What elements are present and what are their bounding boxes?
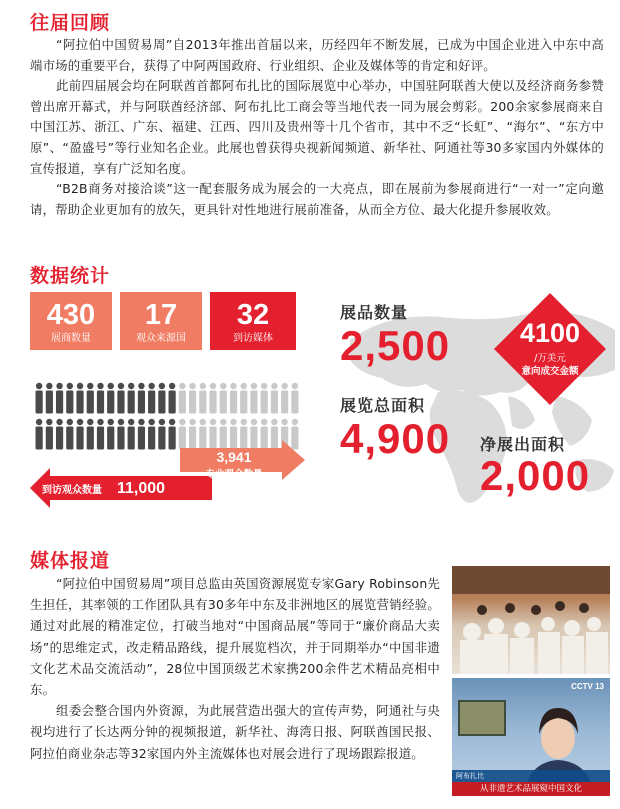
person-icon-dark [76,383,83,414]
deal-value-number: 4100 [519,318,581,348]
deal-value-badge [494,293,606,405]
person-icon-light [281,383,288,414]
total-visitors-value: 11,000 [117,480,166,497]
stat-tile-media [210,292,296,350]
media-paragraph-1: “阿拉伯中国贸易周”项目总监由英国资源展览专家Gary Robinson先生担任，其率领的工作团队具有30多年中东及非洲地区的展览营销经验。通过对此展的精准定位，打破当地对“中国商品展”等同于“廉价商品大卖场”的思维定式，改走精品路线，提升展览档次，并于同期举办“中国非遗文化艺术品交流活动”，28位中国顶级艺术家携200余件艺术精品亮相中东。 [30,576,440,698]
deal-value-label: 意向成交金额 [521,366,579,377]
stat-tile-countries-value: 17 [144,299,178,331]
stat-tile-exhibitors [30,292,112,350]
person-icon-dark [158,383,165,414]
person-icon-light [199,383,206,414]
person-icon-light [271,383,278,414]
person-icon-light [250,383,257,414]
stat-tile-countries-label: 观众来源国 [136,333,186,344]
exhibits-value: 2,500 [340,322,451,369]
person-icon-light [179,383,186,414]
person-icon-dark [97,383,104,414]
person-icon-dark [36,383,43,414]
past-review-paragraph-1: “阿拉伯中国贸易周”自2013年推出首届以来，历经四年不断发展，已成为中国企业进入中东中高端市场的重要平台，获得了中阿两国政府、行业组织、企业及媒体等的肯定和好评。 [30,37,604,73]
tv-lower-third: 阿布扎比 [456,772,484,780]
person-icon-dark [87,383,94,414]
past-review-title: 往届回顾 [30,12,111,34]
stat-tile-exhibitors-label: 展商数量 [51,333,91,344]
media-title: 媒体报道 [30,550,111,572]
stat-tile-exhibitors-value: 430 [46,299,96,331]
past-review-body [30,35,604,220]
person-icon-light [220,383,227,414]
total-visitors-label: 到访观众数量 [42,485,102,496]
net-area-value: 2,000 [480,452,591,499]
pro-visitors-value: 3,941 [216,449,252,465]
person-icon-dark [138,383,145,414]
person-icon-light [291,383,298,414]
media-paragraph-2: 组委会整合国内外资源，为此展营造出强大的宣传声势，阿通社与央视均进行了长达两分钟的视频报道，新华社、海湾日报、阿联酋国民报、阿拉伯商业杂志等32家国内外主流媒体也对展会进行了现场跟踪报道。 [30,703,440,761]
tv-channel-logo: CCTV 13 [571,682,604,691]
person-icon-light [189,383,196,414]
person-icon-dark [56,383,63,414]
past-review-paragraph-2: 此前四届展会均在阿联酋首都阿布扎比的国际展览中心举办，中国驻阿联酋大使以及经济商务参赞曾出席开幕式，并与阿联酋经济部、阿布扎比工商会等当地代表一同为展会剪彩。200余家参展商来自中国江苏、浙江、广东、福建、江西、四川及贵州等十几个省市，其中不乏“长虹”、“海尔”、“东方中原”、“盈盛号”等行业知名企业。此展也曾获得央视新闻频道、新华社、阿通社等30多家国内外媒体的宣传报道，享有广泛知名度。 [30,78,604,176]
person-icon-dark [117,383,124,414]
person-icon-dark [128,383,135,414]
exhibits-label: 展品数量 [340,303,409,322]
person-icon-light [261,383,268,414]
person-icon-dark [148,383,155,414]
pro-visitors-label: 专业观众数量 [205,469,263,480]
audience-photo [452,566,610,674]
person-icon-dark [66,383,73,414]
past-review-paragraph-3: “B2B商务对接洽谈”这一配套服务成为展会的一大亮点，即在展前为参展商进行“一对一”定向邀请，帮助企业更加有的放矢，更具针对性地进行展前准备，从而全方位、最大化提升参展收效。 [30,181,604,217]
total-area-value: 4,900 [340,415,451,462]
tv-news-photo [452,678,610,796]
stats-title: 数据统计 [30,265,111,287]
total-area-label: 展览总面积 [340,396,426,415]
media-body [30,573,440,764]
person-icon-dark [107,383,114,414]
deal-value-unit: /万美元 [534,353,566,364]
person-icon-light [209,383,216,414]
person-icon-light [240,383,247,414]
person-icon-dark [46,383,53,414]
tv-news-ticker: 从非遗艺术品展窥中国文化 [479,784,582,794]
stat-tile-source-countries [120,292,202,350]
stat-tile-media-label: 到访媒体 [233,333,273,344]
person-icon-light [230,383,237,414]
net-area-label: 净展出面积 [480,435,566,454]
person-icon-dark [169,383,176,414]
stat-tile-media-value: 32 [236,299,270,331]
audience-photo-graphic [452,566,610,674]
